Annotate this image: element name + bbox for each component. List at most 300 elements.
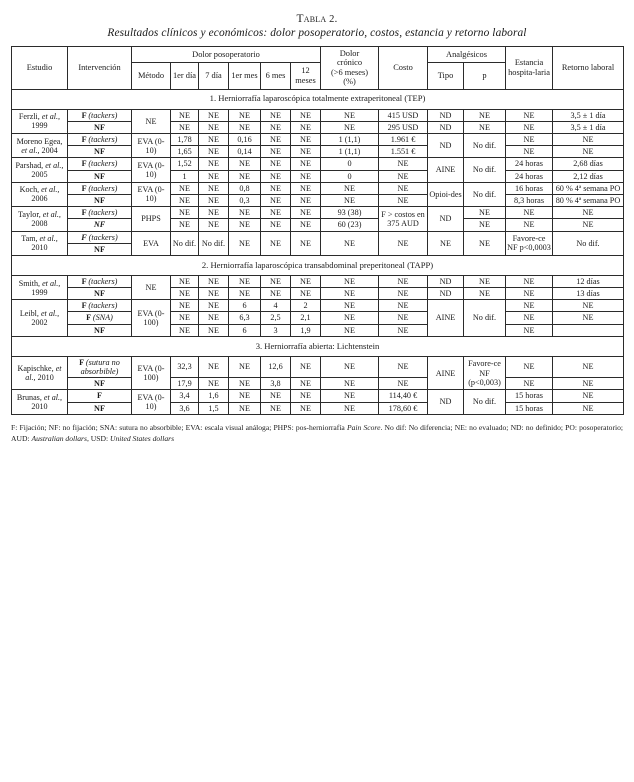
intervention-detail: (tackers) (88, 159, 118, 169)
study-etal: et al., (39, 234, 58, 244)
results-table (11, 46, 624, 415)
cell-mes12: NE (291, 146, 321, 158)
cell-mes6: NE (261, 275, 291, 287)
cell-dolor-cronico: 60 (23) (321, 219, 379, 231)
footnote-italic1: Pain Score (346, 422, 381, 432)
cell-mes12: NE (291, 231, 321, 255)
cell-dolor-cronico: 0 (321, 158, 379, 170)
cell-dia1: NE (171, 219, 199, 231)
cell-mes1: NE (229, 121, 261, 133)
cell-retorno: NE (553, 300, 624, 312)
cell-dia1: NE (171, 207, 199, 219)
cell-costo: 114,40 € (379, 390, 428, 402)
cell-estancia: NE (506, 109, 553, 121)
section-title: 2. Herniorrafía laparoscópica transabdominal preperitoneal (TAPP) (12, 255, 624, 275)
cell-mes1: 0,3 (229, 194, 261, 206)
cell-costo: NE (379, 300, 428, 312)
cell-retorno: NE (553, 146, 624, 158)
cell-dia1: NE (171, 121, 199, 133)
table-caption-label: Tabla (296, 13, 327, 25)
intervention-cell (68, 109, 132, 121)
col-header-mes12: 12 meses (291, 63, 321, 90)
cell-p: No dif. (464, 182, 506, 206)
intervention-cell: NF (68, 146, 132, 158)
cell-retorno (553, 324, 624, 336)
intervention-detail: (tackers) (88, 276, 118, 286)
cell-dolor-cronico: 1 (1,1) (321, 146, 379, 158)
intervention-cell (68, 356, 132, 377)
header-row-1 (12, 47, 624, 63)
cell-dia1: 1 (171, 170, 199, 182)
intervention-code: F (81, 301, 89, 311)
study-name-cell: Leibl, et al., 2002 (12, 300, 68, 337)
cell-mes6: 3 (261, 324, 291, 336)
footnote-part2: . No dif: No diferencia; NE: no evaluado; ND: no definido; PO: posoperatorio; AUD: (11, 422, 623, 443)
intervention-cell (68, 207, 132, 219)
cell-mes12: NE (291, 275, 321, 287)
cell-estancia: NE (506, 300, 553, 312)
cell-dia1: NE (171, 275, 199, 287)
cell-tipo: ND (428, 275, 464, 287)
cell-dia1: NE (171, 182, 199, 194)
cell-dolor-cronico: NE (321, 288, 379, 300)
cell-metodo: EVA (0-10) (132, 134, 171, 158)
cell-estancia: 15 horas (506, 402, 553, 414)
cell-dia7: NE (199, 219, 229, 231)
table-row (12, 275, 624, 287)
cell-dolor-cronico: NE (321, 275, 379, 287)
cell-dolor-cronico: NE (321, 182, 379, 194)
cell-dolor-cronico: NE (321, 390, 379, 402)
cell-mes1: NE (229, 390, 261, 402)
cell-dolor-cronico: NE (321, 109, 379, 121)
cell-dia7: NE (199, 288, 229, 300)
cell-tipo: ND (428, 390, 464, 414)
cell-mes12: NE (291, 109, 321, 121)
cell-dia7: NE (199, 356, 229, 377)
intervention-cell: NF (68, 288, 132, 300)
cell-mes1: NE (229, 402, 261, 414)
cell-mes6: NE (261, 146, 291, 158)
intervention-detail: (tackers) (88, 232, 118, 242)
intervention-detail: (tackers) (88, 183, 118, 193)
col-header-dia1: 1er día (171, 63, 199, 90)
intervention-cell: NF (68, 243, 132, 255)
cell-dolor-cronico: NE (321, 402, 379, 414)
cell-retorno: 80 % 4ª semana PO (553, 194, 624, 206)
cell-p: NE (464, 207, 506, 219)
intervention-cell (68, 300, 132, 312)
footnote-part1: F: Fijación; NF: no fijación; SNA: sutura no absorbible; EVA: escala visual análoga; PHPS: pos-herniorrafía (11, 422, 347, 432)
cell-tipo: ND (428, 288, 464, 300)
cell-estancia: 24 horas (506, 170, 553, 182)
cell-p: Favore-ce NF (p<0,003) (464, 356, 506, 390)
cell-dia1: 1,65 (171, 146, 199, 158)
intervention-cell: NF (68, 402, 132, 414)
cell-retorno: NE (553, 356, 624, 377)
col-header-metodo: Método (132, 63, 171, 90)
study-name-cell: Parshad, et al., 2005 (12, 158, 68, 182)
cell-mes12: NE (291, 182, 321, 194)
cell-mes6: NE (261, 182, 291, 194)
table-row (12, 324, 624, 336)
cell-mes12: 2 (291, 300, 321, 312)
intervention-cell (68, 158, 132, 170)
cell-dia7: NE (199, 207, 229, 219)
cell-mes6: NE (261, 390, 291, 402)
cell-mes6: 2,5 (261, 312, 291, 324)
cell-dia1: No dif. (171, 231, 199, 255)
cell-mes12: 2,1 (291, 312, 321, 324)
cell-retorno: 12 días (553, 275, 624, 287)
col-header-dolor-cronico (321, 47, 379, 90)
cell-mes1: NE (229, 231, 261, 255)
cell-dolor-cronico: NE (321, 312, 379, 324)
cell-p: No dif. (464, 300, 506, 337)
cell-dolor-cronico: 0 (321, 170, 379, 182)
study-name-cell: Koch, et al., 2006 (12, 182, 68, 206)
intervention-cell: NF (68, 324, 132, 336)
col-header-mes6: 6 mes (261, 63, 291, 90)
intervention-cell: F (68, 390, 132, 402)
study-etal: et al., (42, 278, 61, 288)
cell-mes12: NE (291, 134, 321, 146)
study-name-cell: Ferzli, et al., 1999 (12, 109, 68, 133)
cell-mes1: NE (229, 109, 261, 121)
cell-dia7: NE (199, 275, 229, 287)
cell-estancia: 24 horas (506, 158, 553, 170)
section-header-row (12, 336, 624, 356)
study-name-cell: Brunas, et al., 2010 (12, 390, 68, 414)
cell-metodo: NE (132, 275, 171, 299)
table-caption-number: 2. (329, 14, 338, 25)
col-header-mes1: 1er mes (229, 63, 261, 90)
cell-tipo: AINE (428, 356, 464, 390)
cell-dia1: NE (171, 324, 199, 336)
cell-mes6: NE (261, 158, 291, 170)
cell-mes6: 12,6 (261, 356, 291, 377)
footnote-part3: , USD: (86, 433, 110, 443)
cell-dia7: NE (199, 134, 229, 146)
intervention-cell (68, 134, 132, 146)
cell-mes6: NE (261, 121, 291, 133)
col-header-dia7: 7 día (199, 63, 229, 90)
cell-costo: 178,60 € (379, 402, 428, 414)
table-footnote (11, 422, 623, 444)
cell-p: NE (464, 219, 506, 231)
table-row (12, 219, 624, 231)
cell-estancia: NE (506, 356, 553, 377)
cell-mes1: 0,14 (229, 146, 261, 158)
cell-dia7: NE (199, 170, 229, 182)
cell-costo: NE (379, 158, 428, 170)
table-row (12, 207, 624, 219)
study-name-cell: Kapischke, et al., 2010 (12, 356, 68, 390)
intervention-code: F (81, 159, 89, 169)
col-header-intervencion: Intervención (68, 47, 132, 90)
cell-dia1: NE (171, 109, 199, 121)
cell-mes1: 6 (229, 300, 261, 312)
cell-dia7: NE (199, 300, 229, 312)
cell-dia1: 3,4 (171, 390, 199, 402)
cell-costo: NE (379, 356, 428, 377)
cell-costo: 415 USD (379, 109, 428, 121)
cell-estancia: NE (506, 207, 553, 219)
cell-estancia: Favore-ce NF p<0,0003 (506, 231, 553, 255)
cell-mes12: NE (291, 158, 321, 170)
cell-metodo: EVA (0-10) (132, 182, 171, 206)
cell-dia7: NE (199, 158, 229, 170)
section-header-row (12, 255, 624, 275)
table-row (12, 402, 624, 414)
study-name-cell: Moreno Egea, et al., 2004 (12, 134, 68, 158)
cell-mes1: NE (229, 275, 261, 287)
study-etal: et al., (40, 308, 60, 318)
cell-estancia: 16 horas (506, 182, 553, 194)
cell-mes1: NE (229, 288, 261, 300)
cell-mes6: NE (261, 109, 291, 121)
cell-mes12: NE (291, 170, 321, 182)
intervention-cell (68, 312, 132, 324)
intervention-cell: NF (68, 121, 132, 133)
table-row (12, 288, 624, 300)
cell-mes1: 0,16 (229, 134, 261, 146)
cell-dia7: No dif. (199, 231, 229, 255)
cell-tipo: ND (428, 134, 464, 158)
cell-estancia: NE (506, 219, 553, 231)
cell-mes12: NE (291, 356, 321, 377)
cell-tipo: ND (428, 207, 464, 231)
cell-mes1: NE (229, 207, 261, 219)
intervention-detail: (tackers) (88, 135, 118, 144)
cell-p: No dif. (464, 134, 506, 158)
cell-costo: NE (379, 182, 428, 194)
cell-retorno: NE (553, 219, 624, 231)
intervention-code: F (81, 276, 89, 286)
cell-dia1: 3,6 (171, 402, 199, 414)
dolor-cronico-line1: Dolor (339, 49, 360, 58)
cell-dia7: NE (199, 378, 229, 390)
col-header-analgesicos: Analgésicos (428, 47, 506, 63)
cell-mes6: NE (261, 170, 291, 182)
cell-mes6: NE (261, 231, 291, 255)
col-header-retorno: Retorno laboral (553, 47, 624, 90)
cell-mes12: NE (291, 288, 321, 300)
cell-tipo: AINE (428, 300, 464, 337)
cell-costo: NE (379, 194, 428, 206)
cell-mes1: NE (229, 378, 261, 390)
dolor-cronico-line2: crónico (336, 58, 363, 68)
intervention-detail: (tackers) (88, 110, 118, 120)
col-header-tipo: Tipo (428, 63, 464, 90)
study-name-cell: Smith, et al., 1999 (12, 275, 68, 299)
cell-estancia: NE (506, 312, 553, 324)
cell-retorno: NE (553, 390, 624, 402)
cell-estancia: NE (506, 134, 553, 146)
cell-retorno: NE (553, 207, 624, 219)
cell-dia1: NE (171, 300, 199, 312)
table-row (12, 378, 624, 390)
table-caption (11, 13, 623, 25)
cell-retorno: 60 % 4ª semana PO (553, 182, 624, 194)
cell-p: NE (464, 109, 506, 121)
cell-metodo: EVA (0-100) (132, 356, 171, 390)
table-body (12, 89, 624, 414)
cell-mes6: NE (261, 134, 291, 146)
cell-mes6: 4 (261, 300, 291, 312)
cell-p: No dif. (464, 158, 506, 182)
cell-dia7: NE (199, 121, 229, 133)
table-row (12, 121, 624, 133)
cell-retorno: 13 días (553, 288, 624, 300)
cell-dia1: NE (171, 288, 199, 300)
cell-dia7: NE (199, 324, 229, 336)
cell-costo: NE (379, 170, 428, 182)
cell-dia7: NE (199, 109, 229, 121)
cell-mes1: NE (229, 356, 261, 377)
study-etal: et al., (25, 364, 62, 383)
cell-dia1: 1,52 (171, 158, 199, 170)
intervention-code: F (81, 183, 89, 193)
intervention-code: F (81, 232, 89, 242)
cell-mes1: NE (229, 219, 261, 231)
cell-metodo: EVA (0-10) (132, 158, 171, 182)
table-row (12, 158, 624, 170)
cell-mes12: 1,9 (291, 324, 321, 336)
cell-dolor-cronico: 1 (1,1) (321, 134, 379, 146)
cell-retorno: NE (553, 312, 624, 324)
cell-costo: NE (379, 378, 428, 390)
cell-dia1: NE (171, 194, 199, 206)
intervention-detail: (tackers) (88, 208, 118, 218)
cell-costo: 1.961 € (379, 134, 428, 146)
cell-p: NE (464, 121, 506, 133)
intervention-cell: NF (68, 194, 132, 206)
cell-mes12: NE (291, 207, 321, 219)
table-row (12, 390, 624, 402)
footnote-italic2: Australian dollars (31, 433, 87, 443)
cell-dolor-cronico: 93 (38) (321, 207, 379, 219)
cell-mes12: NE (291, 194, 321, 206)
cell-retorno: 3,5 ± 1 día (553, 109, 624, 121)
cell-costo: NE (379, 275, 428, 287)
study-name-cell: Tam, et al., 2010 (12, 231, 68, 255)
cell-metodo: PHPS (132, 207, 171, 231)
table-row (12, 194, 624, 206)
cell-mes1: NE (229, 170, 261, 182)
table-row (12, 146, 624, 158)
cell-dia1: 1,78 (171, 134, 199, 146)
cell-tipo: AINE (428, 158, 464, 182)
cell-dolor-cronico: NE (321, 121, 379, 133)
intervention-code: F (86, 313, 93, 323)
cell-dolor-cronico: NE (321, 231, 379, 255)
cell-costo: NE (379, 288, 428, 300)
cell-mes12: NE (291, 402, 321, 414)
cell-tipo: NE (428, 231, 464, 255)
cell-dolor-cronico: NE (321, 300, 379, 312)
study-etal: et al., (41, 112, 61, 122)
intervention-detail: (tackers) (88, 301, 118, 311)
cell-p: NE (464, 275, 506, 287)
cell-metodo: NE (132, 109, 171, 133)
intervention-cell (68, 275, 132, 287)
intervention-code: F (81, 208, 89, 218)
cell-retorno: 2,12 días (553, 170, 624, 182)
study-etal: et al., (21, 145, 40, 155)
table-page (0, 13, 634, 782)
intervention-cell (68, 231, 132, 243)
cell-estancia: NE (506, 275, 553, 287)
cell-p: No dif. (464, 390, 506, 414)
table-row (12, 356, 624, 377)
cell-retorno: NE (553, 134, 624, 146)
table-row (12, 300, 624, 312)
cell-mes1: 6,3 (229, 312, 261, 324)
intervention-cell: NF (68, 170, 132, 182)
study-name-cell: Taylor, et al., 2008 (12, 207, 68, 231)
cell-mes6: NE (261, 288, 291, 300)
cell-dia7: NE (199, 182, 229, 194)
cell-retorno: NE (553, 402, 624, 414)
table-row (12, 109, 624, 121)
dolor-cronico-line4: (%) (343, 77, 356, 87)
table-row (12, 170, 624, 182)
section-header-row (12, 89, 624, 109)
cell-dia1: NE (171, 312, 199, 324)
section-title: 3. Herniorrafía abierta: Lichtenstein (12, 336, 624, 356)
cell-tipo: ND (428, 121, 464, 133)
col-header-estancia: Estancia hospita-laria (506, 47, 553, 90)
cell-retorno: NE (553, 378, 624, 390)
cell-mes1: 6 (229, 324, 261, 336)
col-header-estudio: Estudio (12, 47, 68, 90)
col-header-dolor-posoperatorio: Dolor posoperatorio (132, 47, 321, 63)
cell-mes6: NE (261, 194, 291, 206)
cell-dia7: 1,5 (199, 402, 229, 414)
cell-costo: F > costos en 375 AUD (379, 207, 428, 231)
cell-retorno: 2,68 días (553, 158, 624, 170)
cell-metodo: EVA (0-10) (132, 390, 171, 414)
study-etal: et al., (43, 393, 63, 402)
intervention-cell (68, 182, 132, 194)
cell-estancia: 15 horas (506, 390, 553, 402)
cell-estancia: NE (506, 121, 553, 133)
cell-retorno: No dif. (553, 231, 624, 255)
cell-dia7: NE (199, 312, 229, 324)
intervention-code: F (79, 357, 86, 367)
cell-estancia: NE (506, 378, 553, 390)
cell-mes1: 0,8 (229, 182, 261, 194)
cell-estancia: NE (506, 324, 553, 336)
cell-mes12: NE (291, 121, 321, 133)
cell-mes6: NE (261, 402, 291, 414)
intervention-code: F (81, 135, 89, 144)
col-header-p: p (464, 63, 506, 90)
table-head (12, 47, 624, 90)
cell-metodo: EVA (132, 231, 171, 255)
cell-dia7: NE (199, 194, 229, 206)
cell-costo: NE (379, 312, 428, 324)
cell-mes6: NE (261, 219, 291, 231)
cell-estancia: NE (506, 146, 553, 158)
cell-tipo: ND (428, 109, 464, 121)
cell-dolor-cronico: NE (321, 356, 379, 377)
cell-tipo: Opioi-des (428, 182, 464, 206)
footnote-italic3: United States dollars (109, 433, 175, 443)
intervention-cell: NF (68, 219, 132, 231)
cell-mes12: NE (291, 390, 321, 402)
